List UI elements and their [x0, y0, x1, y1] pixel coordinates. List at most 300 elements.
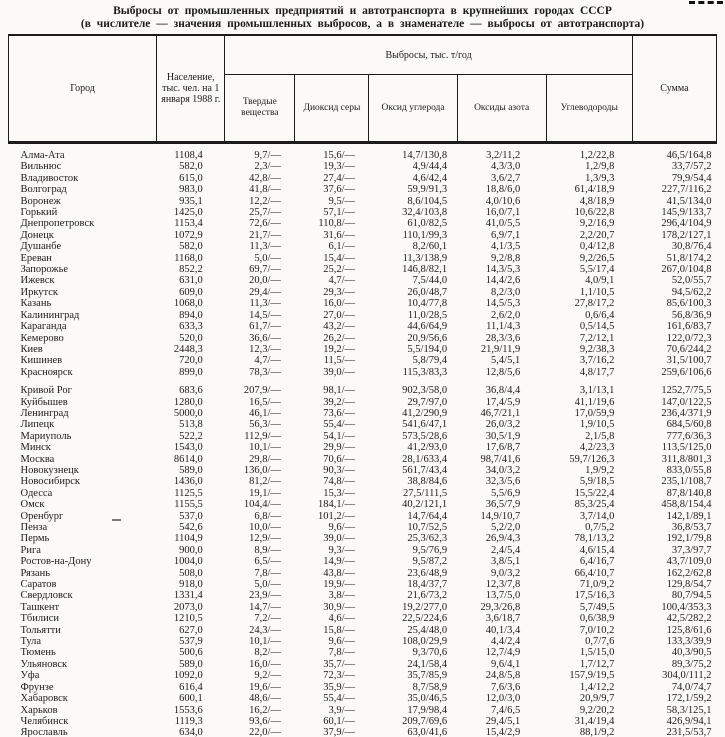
city-cell: Калининград	[20, 309, 80, 321]
sum-cell: 122,0/72,3	[666, 332, 712, 344]
nox-cell: 2,6/2,0	[491, 309, 521, 321]
city-cell: Омск	[20, 499, 45, 511]
solids-cell: 24,3/—	[249, 624, 281, 636]
nox-cell: 26,9/4,3	[485, 533, 521, 545]
nox-cell: 9,6/4,1	[491, 658, 521, 670]
population-cell: 2448,3	[173, 343, 203, 355]
city-cell: Тбилиси	[20, 613, 60, 625]
nox-cell: 98,7/41,6	[480, 453, 521, 465]
nox-cell: 36,8/4,4	[485, 385, 521, 397]
population-cell: 616,4	[179, 681, 203, 693]
solids-cell: 10,0/—	[249, 522, 281, 533]
sum-cell: 100,4/353,3	[661, 601, 712, 613]
population-cell: 1092,0	[173, 670, 203, 682]
solids-cell: 11,3/—	[249, 298, 281, 310]
population-cell: 542,6	[179, 522, 203, 533]
sum-cell: 56,8/36,9	[671, 309, 712, 321]
table-row	[9, 727, 717, 737]
hydrocarbons-cell: 3,7/14,0	[579, 510, 615, 522]
co-cell: 11,0/28,5	[407, 309, 448, 321]
sum-cell: 33,7/57,2	[671, 161, 712, 173]
solids-cell: 29,4/—	[249, 286, 281, 298]
solids-cell: 10,1/—	[249, 442, 281, 454]
hydrocarbons-cell: 88,1/9,2	[579, 727, 615, 737]
city-cell: Минск	[20, 442, 51, 454]
population-cell: 627,0	[179, 624, 203, 636]
co-cell: 44,6/64,9	[407, 321, 448, 333]
hydrocarbons-cell: 4,0/9,1	[585, 275, 615, 287]
table-row	[9, 230, 717, 241]
sum-cell: 43,7/109,0	[666, 556, 712, 568]
table-row	[9, 625, 717, 636]
nox-cell: 4,4/2,4	[491, 636, 521, 648]
solids-cell: 41,8/—	[249, 184, 281, 196]
table-row	[9, 465, 717, 476]
table-row	[9, 333, 717, 344]
population-cell: 1119,3	[174, 715, 203, 727]
population-cell: 1331,4	[173, 590, 203, 602]
hydrocarbons-cell: 1,2/22,8	[579, 150, 615, 161]
so2-cell: 55,4/—	[323, 419, 355, 431]
population-cell: 5000,0	[173, 407, 203, 419]
city-cell: Кишинев	[20, 355, 63, 367]
nox-cell: 16,0/7,1	[485, 207, 521, 219]
so2-cell: 37,9/—	[323, 727, 355, 737]
nox-cell: 5,5/6,9	[491, 487, 521, 499]
hydrocarbons-cell: 1,9/9,2	[585, 464, 615, 476]
so2-cell: 9,6/—	[328, 522, 355, 533]
city-cell: Красноярск	[20, 366, 73, 378]
hydrocarbons-cell: 1,1/10,5	[579, 286, 615, 298]
solids-cell: 12,9/—	[249, 533, 281, 545]
so2-cell: 15,6/—	[323, 150, 355, 161]
sum-cell: 304,0/111,2	[662, 670, 712, 682]
table-row	[9, 184, 717, 195]
city-cell: Москва	[20, 453, 55, 465]
table-row	[9, 647, 717, 658]
table-row	[9, 602, 717, 613]
hydrocarbons-cell: 17,5/16,3	[574, 590, 615, 602]
so2-cell: 30,9/—	[323, 601, 355, 613]
population-cell: 609,0	[179, 286, 203, 298]
city-cell: Киев	[20, 343, 43, 355]
nox-cell: 4,0/10,6	[485, 195, 521, 207]
nox-cell: 32,3/5,6	[485, 476, 521, 488]
solids-cell: 21,7/—	[249, 229, 281, 241]
so2-cell: 57,1/—	[323, 207, 355, 219]
co-cell: 35,0/46,5	[407, 693, 448, 705]
city-cell: Волгоград	[20, 184, 67, 196]
table-row	[9, 705, 717, 716]
so2-cell: 35,7/—	[323, 658, 355, 670]
city-cell: Ташкент	[20, 601, 60, 613]
population-cell: 1104,9	[174, 533, 203, 545]
population-cell: 1072,9	[173, 229, 203, 241]
so2-cell: 14,9/—	[323, 556, 355, 568]
so2-cell: 29,9/—	[323, 442, 355, 454]
so2-cell: 37,6/—	[323, 184, 355, 196]
co-cell: 110,1/99,3	[402, 229, 448, 241]
nox-cell: 3,2/11,2	[486, 150, 521, 161]
solids-cell: 12,3/—	[249, 343, 281, 355]
solids-cell: 78,3/—	[249, 366, 281, 378]
hydrocarbons-cell: 27,8/17,2	[574, 298, 615, 310]
population-cell: 683,6	[179, 385, 203, 397]
city-cell: Днепропетровск	[20, 218, 95, 230]
table-row	[9, 218, 717, 229]
solids-cell: 136,0/—	[243, 464, 281, 476]
hydrocarbons-cell: 0,6/38,9	[579, 613, 615, 625]
population-cell: 1543,0	[173, 442, 203, 454]
sum-cell: 85,6/100,3	[666, 298, 712, 310]
co-cell: 541,6/47,1	[402, 419, 448, 431]
so2-cell: 39,0/—	[323, 533, 355, 545]
solids-cell: 14,5/—	[249, 309, 281, 321]
population-cell: 1108,4	[174, 150, 203, 161]
so2-cell: 15,3/—	[323, 487, 355, 499]
co-cell: 22,5/224,6	[402, 613, 448, 625]
table-row	[9, 287, 717, 298]
so2-cell: 43,8/—	[323, 567, 355, 579]
city-cell: Куйбышев	[20, 396, 68, 408]
population-cell: 1168,0	[174, 252, 203, 264]
solids-cell: 2,3/—	[254, 161, 281, 173]
city-cell: Хабаровск	[20, 693, 68, 705]
co-cell: 27,5/111,5	[402, 487, 448, 499]
solids-cell: 93,6/—	[249, 715, 281, 727]
hydrocarbons-cell: 71,0/9,2	[579, 579, 615, 591]
co-cell: 20,9/56,6	[407, 332, 448, 344]
sum-cell: 37,3/97,7	[671, 544, 712, 556]
hydrocarbons-cell: 17,0/59,9	[574, 407, 615, 419]
co-cell: 11,3/138,9	[402, 252, 448, 264]
co-cell: 561,7/43,4	[402, 464, 448, 476]
sum-cell: 227,7/116,2	[661, 184, 712, 196]
nox-cell: 14,3/5,3	[485, 264, 521, 276]
nox-cell: 26,0/3,2	[485, 419, 521, 431]
table-row	[9, 522, 717, 533]
nox-cell: 12,0/3,0	[485, 693, 521, 705]
solids-cell: 6,8/—	[254, 510, 281, 522]
sum-cell: 51,8/174,2	[666, 252, 712, 264]
hydrocarbons-cell: 5,5/17,4	[579, 264, 615, 276]
co-cell: 40,2/121,1	[402, 499, 448, 511]
co-cell: 4,6/42,4	[412, 172, 448, 184]
nox-cell: 14,9/10,7	[480, 510, 521, 522]
so2-cell: 184,1/—	[317, 499, 355, 511]
sum-cell: 684,5/60,8	[666, 419, 712, 431]
sum-cell: 235,1/108,7	[661, 476, 712, 488]
solids-cell: 25,7/—	[249, 207, 281, 219]
sum-cell: 80,7/94,5	[671, 590, 712, 602]
so2-cell: 27,4/—	[323, 172, 355, 184]
solids-cell: 11,3/—	[249, 241, 281, 253]
so2-cell: 70,6/—	[323, 453, 355, 465]
sum-cell: 161,6/83,7	[666, 321, 712, 333]
population-cell: 2073,0	[173, 601, 203, 613]
table-row	[9, 454, 717, 465]
city-cell: Ижевск	[20, 275, 55, 287]
city-cell: Оренбург	[20, 510, 64, 522]
sum-cell: 41,5/134,0	[666, 195, 712, 207]
title-line-1: Выбросы от промышленных предприятий и автотранспорта в крупнейших городах СССР	[113, 5, 612, 17]
table-header	[9, 35, 717, 143]
sum-cell: 42,5/282,2	[666, 613, 712, 625]
sum-cell: 36,8/53,7	[671, 522, 712, 533]
emissions-table	[8, 34, 717, 737]
population-cell: 520,0	[179, 332, 203, 344]
nox-cell: 15,4/2,9	[485, 727, 521, 737]
co-cell: 24,1/58,4	[407, 658, 448, 670]
sum-cell: 172,1/59,2	[666, 693, 712, 705]
city-cell: Горький	[20, 207, 58, 219]
table-row	[9, 659, 717, 670]
so2-cell: 19,2/—	[323, 343, 355, 355]
city-cell: Челябинск	[20, 715, 69, 727]
nox-cell: 2,4/5,4	[491, 544, 521, 556]
co-cell: 18,4/37,7	[407, 579, 448, 591]
so2-cell: 4,7/—	[328, 275, 355, 287]
population-cell: 589,0	[179, 658, 203, 670]
city-cell: Кемерово	[20, 332, 64, 344]
hydrocarbons-cell: 1,3/9,3	[585, 172, 615, 184]
co-cell: 61,0/82,5	[407, 218, 448, 230]
so2-cell: 15,8/—	[323, 624, 355, 636]
table-row	[9, 476, 717, 487]
city-cell: Ростов-на-Дону	[20, 556, 92, 568]
solids-cell: 10,1/—	[249, 636, 281, 648]
population-cell: 1068,0	[173, 298, 203, 310]
table-row	[9, 488, 717, 499]
hydrocarbons-cell: 9,2/38,3	[579, 343, 615, 355]
table-row	[9, 196, 717, 207]
header-population: Население, тыс. чел. на 1 января 1988 г.	[157, 35, 225, 143]
header-solids: Твердые вещества	[225, 75, 295, 143]
table-row	[9, 693, 717, 704]
header-nox: Оксиды азота	[457, 75, 546, 143]
sum-cell: 142,1/89,1	[666, 510, 712, 522]
so2-cell: 43,2/—	[323, 321, 355, 333]
city-cell: Саратов	[20, 579, 57, 591]
sum-cell: 296,4/104,9	[661, 218, 712, 230]
nox-cell: 3,6/2,7	[491, 172, 521, 184]
table-row	[9, 241, 717, 252]
solids-cell: 9,2/—	[254, 670, 281, 682]
hydrocarbons-cell: 66,4/10,7	[574, 567, 615, 579]
hydrocarbons-cell: 31,4/19,4	[574, 715, 615, 727]
table-row	[9, 321, 717, 332]
nox-cell: 14,4/2,6	[485, 275, 521, 287]
city-cell: Иркутск	[20, 286, 59, 298]
solids-cell: 207,9/—	[243, 385, 281, 397]
co-cell: 4,9/44,4	[412, 161, 448, 173]
nox-cell: 18,8/6,0	[485, 184, 521, 196]
city-cell: Липецк	[20, 419, 55, 431]
hydrocarbons-cell: 4,8/17,7	[579, 366, 615, 378]
sum-cell: 31,5/100,7	[666, 355, 712, 367]
population-cell: 537,9	[179, 636, 203, 648]
population-cell: 1155,5	[174, 499, 203, 511]
table-row	[9, 264, 717, 275]
table-row	[9, 408, 717, 419]
nox-cell: 46,7/21,1	[480, 407, 521, 419]
table-row	[9, 143, 717, 162]
co-cell: 8,2/60,1	[412, 241, 448, 253]
city-cell: Душанбе	[20, 241, 62, 253]
title-line-2: (в числителе — значения промышленных выбросов, а в знаменателе — выбросы от автотранспорта)	[80, 18, 645, 30]
nox-cell: 4,3/3,0	[491, 161, 521, 173]
solids-cell: 56,3/—	[249, 419, 281, 431]
population-cell: 582,0	[179, 241, 203, 253]
city-cell: Фрунзе	[20, 681, 54, 693]
co-cell: 35,7/85,9	[407, 670, 448, 682]
hydrocarbons-cell: 4,8/18,9	[579, 195, 615, 207]
co-cell: 25,3/62,3	[407, 533, 448, 545]
hydrocarbons-cell: 4,6/15,4	[579, 544, 615, 556]
nox-cell: 29,3/26,8	[480, 601, 521, 613]
so2-cell: 9,5/—	[328, 195, 355, 207]
sum-cell: 129,8/54,7	[666, 579, 712, 591]
sum-cell: 777,6/36,3	[666, 430, 712, 442]
population-cell: 513,8	[179, 419, 203, 431]
header-sum: Сумма	[632, 35, 716, 143]
sum-cell: 133,3/39,9	[666, 636, 712, 648]
hydrocarbons-cell: 4,2/23,3	[579, 442, 615, 454]
table-body	[9, 143, 717, 737]
header-so2: Диоксид серы	[295, 75, 369, 143]
co-cell: 63,0/41,6	[407, 727, 448, 737]
co-cell: 38,8/84,6	[407, 476, 448, 488]
solids-cell: 61,7/—	[249, 321, 281, 333]
so2-cell: 101,2/—	[317, 510, 355, 522]
solids-cell: 112,9/—	[244, 430, 281, 442]
hydrocarbons-cell: 20,9/9,7	[579, 693, 615, 705]
co-cell: 29,7/97,0	[407, 396, 448, 408]
co-cell: 108,0/29,9	[402, 636, 448, 648]
city-cell: Казань	[20, 298, 52, 310]
solids-cell: 7,2/—	[254, 613, 281, 625]
so2-cell: 6,1/—	[328, 241, 355, 253]
nox-cell: 14,5/5,3	[485, 298, 521, 310]
sum-cell: 458,8/154,4	[661, 499, 712, 511]
so2-cell: 25,2/—	[323, 264, 355, 276]
hydrocarbons-cell: 7,2/12,1	[579, 332, 615, 344]
city-cell: Тула	[20, 636, 42, 648]
so2-cell: 19,9/—	[323, 579, 355, 591]
solids-cell: 6,5/—	[254, 556, 281, 568]
header-co: Оксид углерода	[369, 75, 457, 143]
nox-cell: 36,5/7,9	[485, 499, 521, 511]
solids-cell: 29,8/—	[249, 453, 281, 465]
nox-cell: 5,4/5,1	[491, 355, 521, 367]
hydrocarbons-cell: 61,4/18,9	[574, 184, 615, 196]
population-cell: 899,0	[179, 366, 203, 378]
hydrocarbons-cell: 10,6/22,8	[574, 207, 615, 219]
so2-cell: 98,1/—	[323, 385, 355, 397]
population-cell: 1210,5	[173, 613, 203, 625]
hydrocarbons-cell: 1,2/9,8	[585, 161, 615, 173]
hydrocarbons-cell: 1,9/10,5	[579, 419, 615, 431]
co-cell: 209,7/69,6	[402, 715, 448, 727]
sum-cell: 147,0/122,5	[661, 396, 712, 408]
hydrocarbons-cell: 85,3/25,4	[574, 499, 615, 511]
sum-cell: 178,2/127,1	[661, 229, 712, 241]
so2-cell: 11,5/—	[323, 355, 355, 367]
sum-cell: 125,8/61,6	[666, 624, 712, 636]
co-cell: 21,6/73,2	[407, 590, 448, 602]
sum-cell: 70,6/244,2	[666, 343, 712, 355]
city-cell: Новокузнецк	[20, 464, 79, 476]
so2-cell: 74,8/—	[323, 476, 355, 488]
sum-cell: 40,3/90,5	[671, 647, 712, 659]
nox-cell: 9,0/3,2	[491, 567, 521, 579]
population-cell: 508,0	[179, 567, 203, 579]
nox-cell: 7,6/3,6	[491, 681, 521, 693]
hydrocarbons-cell: 15,5/22,4	[574, 487, 615, 499]
co-cell: 146,8/82,1	[402, 264, 448, 276]
city-cell: Вильнюс	[20, 161, 62, 173]
so2-cell: 60,1/—	[323, 715, 355, 727]
sum-cell: 231,5/53,7	[666, 727, 712, 737]
hydrocarbons-cell: 6,4/16,7	[579, 556, 615, 568]
city-cell: Донецк	[20, 229, 54, 241]
co-cell: 5,8/79,4	[412, 355, 448, 367]
solids-cell: 16,0/—	[249, 658, 281, 670]
hydrocarbons-cell: 78,1/13,2	[574, 533, 615, 545]
co-cell: 10,4/77,8	[407, 298, 448, 310]
solids-cell: 36,6/—	[249, 332, 281, 344]
solids-cell: 22,0/—	[249, 727, 281, 737]
city-cell: Алма-Ата	[20, 150, 65, 161]
nox-cell: 12,3/7,8	[485, 579, 521, 591]
hydrocarbons-cell: 1,4/12,2	[579, 681, 615, 693]
co-cell: 573,5/28,6	[402, 430, 448, 442]
co-cell: 9,3/70,6	[412, 647, 448, 659]
nox-cell: 3,6/18,7	[485, 613, 521, 625]
city-cell: Одесса	[20, 487, 53, 499]
co-cell: 9,5/76,9	[412, 544, 448, 556]
population-cell: 537,0	[179, 510, 203, 522]
nox-cell: 8,2/3,0	[491, 286, 521, 298]
population-cell: 894,0	[179, 309, 203, 321]
population-cell: 1280,0	[173, 396, 203, 408]
population-cell: 720,0	[179, 355, 203, 367]
sum-cell: 1252,7/75,5	[661, 385, 712, 397]
sum-cell: 145,9/133,7	[661, 207, 712, 219]
co-cell: 41,2/93,0	[407, 442, 448, 454]
so2-cell: 39,2/—	[323, 396, 355, 408]
solids-cell: 16,2/—	[249, 704, 281, 716]
hydrocarbons-cell: 0,5/14,5	[579, 321, 615, 333]
city-cell: Ленинград	[20, 407, 69, 419]
table-row	[9, 275, 717, 286]
table-row	[9, 173, 717, 184]
co-cell: 28,1/633,4	[402, 453, 448, 465]
table-row	[9, 253, 717, 264]
nox-cell: 13,7/5,0	[485, 590, 521, 602]
table-row	[9, 590, 717, 601]
population-cell: 500,6	[179, 647, 203, 659]
solids-cell: 69,7/—	[249, 264, 281, 276]
so2-cell: 90,3/—	[323, 464, 355, 476]
population-cell: 1153,4	[174, 218, 203, 230]
table-row	[9, 310, 717, 321]
so2-cell: 4,6/—	[328, 613, 355, 625]
hydrocarbons-cell: 0,7/7,6	[585, 636, 615, 648]
table-row	[9, 419, 717, 430]
so2-cell: 3,9/—	[328, 704, 355, 716]
solids-cell: 48,6/—	[249, 693, 281, 705]
